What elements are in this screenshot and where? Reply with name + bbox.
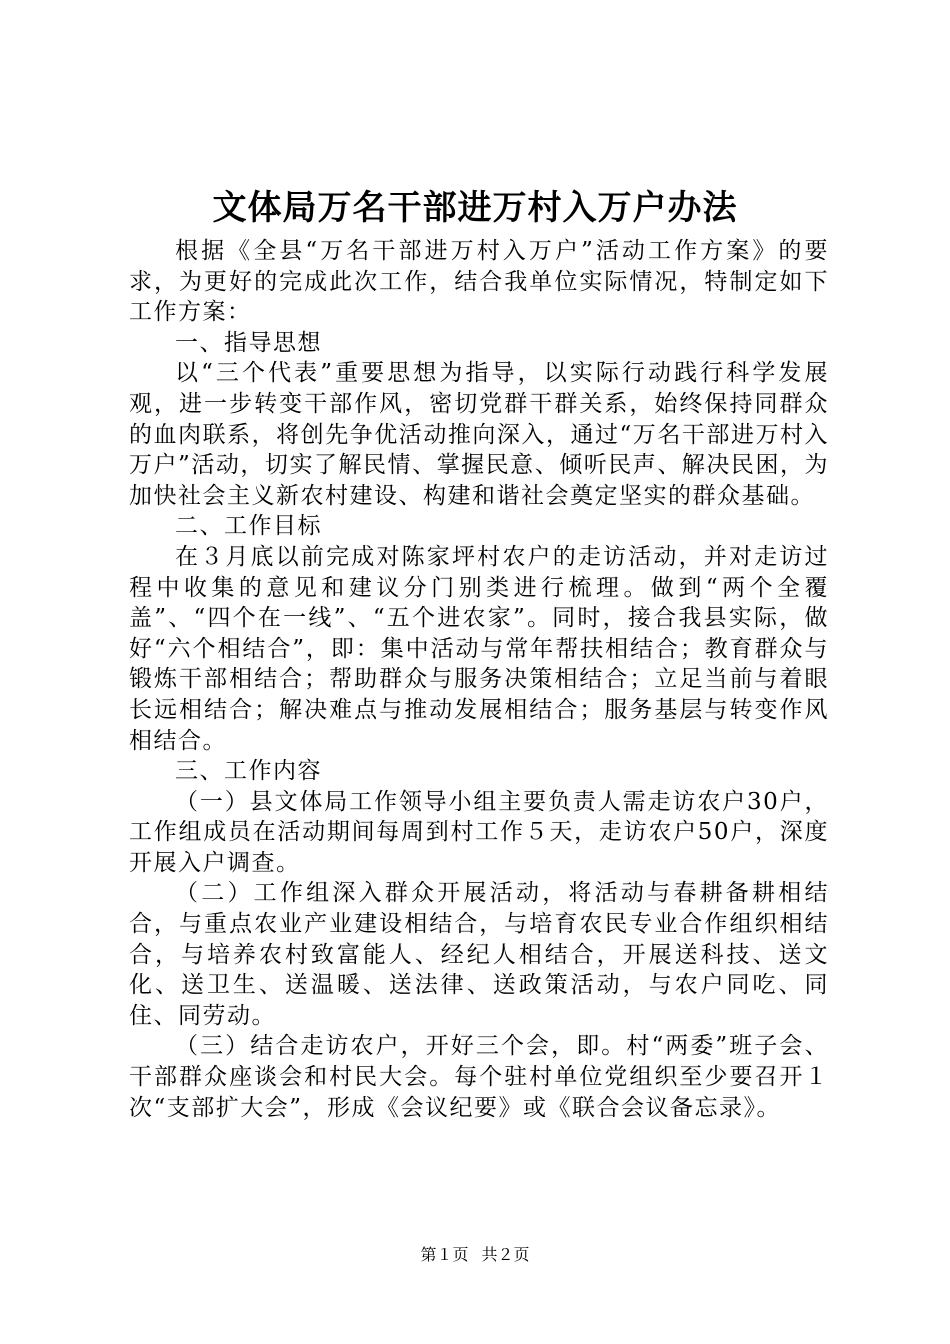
paragraph-content-item-3: （三）结合走访农户，开好三个会，即。村“两委”班子会、干部群众座谈会和村民大会。每个驻村单位党组织至少要召开１次“支部扩大会”，形成《会议纪要》或《联合会议备忘录》。	[129, 1033, 829, 1121]
paragraph-guiding-thought: 以“三个代表”重要思想为指导，以实际行动践行科学发展观，进一步转变干部作风，密切党群干群关系，始终保持同群众的血肉联系，将创先争优活动推向深入，通过“万名干部进万村入万户”活动，切实了解民情、掌握民意、倾听民声、解决民困，为加快社会主义新农村建设、构建和谐社会奠定坚实的群众基础。	[129, 360, 829, 509]
section-heading-work-goal: 二、工作目标	[175, 513, 322, 540]
paragraph-content-item-2: （二）工作组深入群众开展活动，将活动与春耕备耕相结合，与重点农业产业建设相结合，与培育农民专业合作组织相结合，与培养农村致富能人、经纪人相结合，开展送科技、送文化、送卫生、送温暖、送法律、送政策活动，与农户同吃、同住、同劳动。	[129, 880, 829, 1029]
section-heading-guiding-thought: 一、指导思想	[175, 329, 322, 356]
section-heading-work-content: 三、工作内容	[175, 758, 322, 785]
paragraph-intro: 根据《全县“万名干部进万村入万户”活动工作方案》的要求，为更好的完成此次工作，结合我单位实际情况，特制定如下工作方案：	[129, 238, 829, 326]
page-number: 第１页	[420, 1245, 469, 1264]
document-body	[129, 236, 829, 1123]
paragraph-work-goal: 在３月底以前完成对陈家坪村农户的走访活动，并对走访过程中收集的意见和建议分门别类进行梳理。做到“两个全覆盖”、“四个在一线”、“五个进农家”。同时，接合我县实际，做好“六个相结合”，即：集中活动与常年帮扶相结合；教育群众与锻炼干部相结合；帮助群众与服务决策相结合；立足当前与着眼长远相结合；解决难点与推动发展相结合；服务基层与转变作风相结合。	[129, 543, 829, 754]
page-total: 共２页	[481, 1245, 530, 1264]
page-footer	[0, 1243, 950, 1267]
document-title: 文体局万名干部进万村入万户办法	[212, 188, 738, 228]
paragraph-content-item-1: （一）县文体局工作领导小组主要负责人需走访农户30户，工作组成员在活动期间每周到村工作５天，走访农户50户，深度开展入户调查。	[129, 788, 829, 876]
